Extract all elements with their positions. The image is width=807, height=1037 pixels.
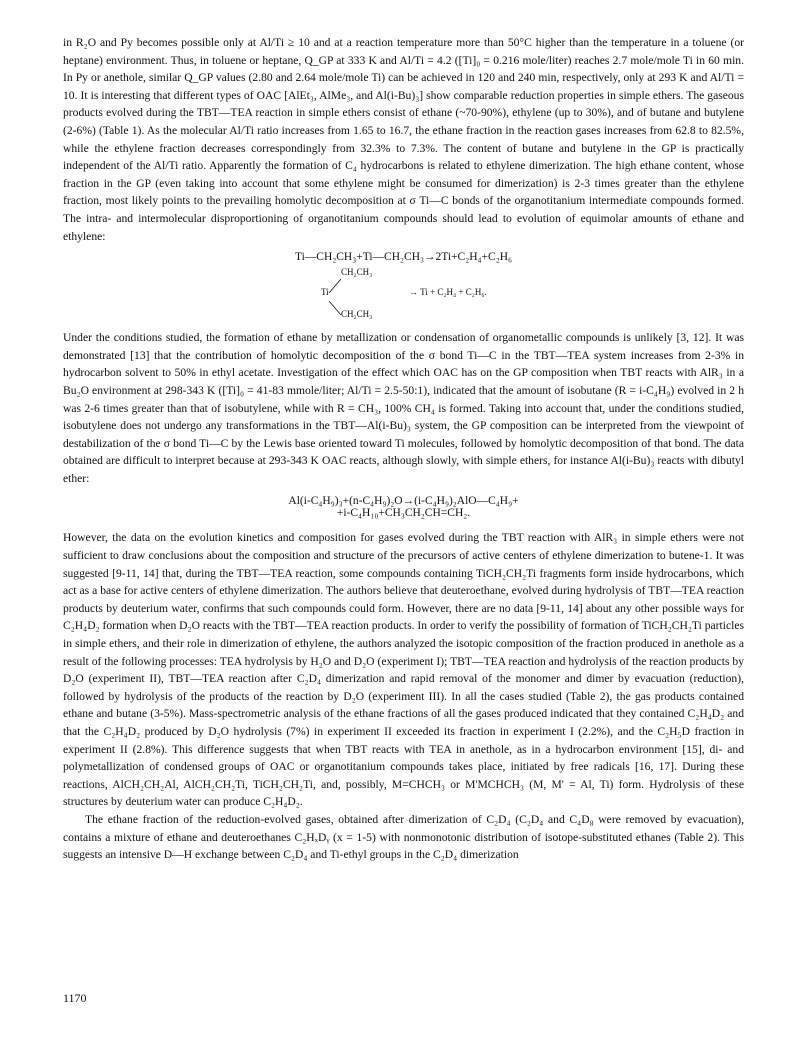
- paragraph-3: However, the data on the evolution kinetics and composition for gases evolved during the TBT reaction with AlR₃ in simple ethers were not sufficient to draw conclusions about the composition and structure of the precursors of active centers of ethylene dimerization to butene-1. It was suggested [9-11, 14] that, during the TBT—TEA reaction, some compounds containing TiCH₂CH₂Ti fragments form inside hydrocarbons, which act as a base for active centers of ethylene dimerization. The authors believe that deuteroethane, evolved during hydrolysis of TBT—TEA reaction products by deuterium water, confirms that such compounds could form. However, there are no data [9-11, 14] about any other possible ways for C₂H₄D₂ formation when D₂O reacts with the TBT—TEA reaction products. In order to verify the possibility of formation of TiCH₂CH₂Ti particles in simple ethers, and their role in dimerization of ethylene, the authors analyzed the isotopic composition of the fraction produced in anethole as a result of the following processes: TEA hydrolysis by H₂O and D₂O (experiment I); TBT—TEA reaction and hydrolysis of the reaction products by D₂O (experiment II), TBT—TEA reaction after C₂D₄ dimerization and rapid removal of the monomer and dimer by evacuation (reduction), followed by hydrolysis of the products of the reaction by D₂O (experiment III). In all the cases studied (Table 2), the gas products contained ethane and butane (3-5%). Mass-spectrometric analysis of the ethane fractions of all the gases produced indicated that they contained C₂H₄D₂ and that the C₂H₄D₂ produced by D₂O hydrolysis (7%) in experiment II exceeded its fraction in experiment I (2.2%), and the C₂H₅D fraction in experiment II (2.8%). This difference suggests that when TBT reacts with TEA in anethole, as in a hydrocarbon environment [15], di- and polymetallization of condensed groups of OAC or organotitanium compounds takes place, initiated by free radicals [16, 17]. During these reactions, AlCH₂CH₂Al, AlCH₂CH₂Ti, TiCH₂CH₂Ti, and, possibly, M=CHCH₃ or M'MCHCH₃ (M, M' = Al, Ti) form. Hydrolysis of these structures by deuterium water can produce C₂H₄D₂.: [63, 531, 744, 809]
- paragraph-1: in R₂O and Py becomes possible only at Al/Ti ≥ 10 and at a reaction temperature more than 50°C higher than the temperature in a toluene (or heptane) environment. Thus, in toluene or heptane, Q_GP at 333 K and Al/Ti = 4.2 ([Ti]₀ = 0.216 mole/liter) reaches 2.7 mole/mole Ti in 60 min. In Py or anethole, similar Q_GP values (2.80 and 2.64 mole/mole Ti) can be achieved in 120 and 240 min, respectively, only at 293 K and Al/Ti = 10. It is interesting that different types of OAC [AlEt₃, AlMe₃, and Al(i-Bu)₃] show comparable reduction properties in simple ethers. The gaseous products evolved during the TBT—TEA reaction in simple ethers consist of ethane (~70-90%), ethylene (up to 30%), and of butane and butylene (2-6%) (Table 1). As the molecular Al/Ti ratio increases from 1.65 to 16.7, the ethane fraction in the reaction gases increases from 62.8 to 82.5%, while the ethylene fraction decreases correspondingly from 32.3% to 7.3%. The content of butane and butylene in the GP is practically independent of the Al/Ti ratio. Apparently the formation of C₄ hydrocarbons is related to ethylene dimerization. The high ethane content, whose fraction in the GP (even taking into account that some ethylene might be consumed for dimerization) is 2-3 times greater than the ethylene fraction, most likely points to the prevailing homolytic decomposition at σ Ti—C bonds of the organotitanium intermediate compounds formed. The intra- and intermolecular disproportioning of organotitanium compounds should lead to evolution of equimolar amounts of ethane and ethylene:: [63, 36, 744, 243]
- equation-disproportionation: Ti—CH₂CH₃+Ti—CH₂CH₃→2Ti+C₂H₄+C₂H₆: [294, 251, 513, 264]
- paragraph-4: The ethane fraction of the reduction-evolved gases, obtained after dimerization of C₂D₄ (C₂D₄ and C₄D₈ were removed by evacuation), contains a mixture of ethane and deuteroethanes C₂HₓDᵧ (x = 1-5) with nonmonotonic distribution of isotope-substituted ethanes (Table 2). This suggests an intensive D—H exchange between C₂D₄ and Ti-ethyl groups in the C₂D₄ dimerization: [63, 812, 744, 862]
- page-body: [63, 34, 744, 864]
- equation-ether-cleavage: [63, 495, 744, 519]
- eq2-bottom-group: CH₂CH₃: [341, 309, 373, 320]
- eq3-line-2: +i-C₄H₁₀+CH₃CH₂CH=CH₂.: [336, 507, 471, 520]
- equation-ti-diethyl-scheme: [63, 265, 744, 323]
- eq2-top-group: CH₂CH₃: [341, 267, 373, 278]
- eq2-center-atom: Ti: [321, 287, 329, 298]
- page-number: 1170: [63, 991, 87, 1005]
- eq3-line-1: Al(i-C₄H₉)₃+(n-C₄H₉)₂O→(i-C₄H₉)₂AlO—C₄H₉+: [288, 495, 519, 508]
- paragraph-2: Under the conditions studied, the formation of ethane by metallization or condensation of organometallic compounds is unlikely [3, 12]. It was demonstrated [13] that the contribution of homolytic decomposition of the σ bond Ti—C in the TBT—TEA system increases from 2-3% in hydrocarbon solvent to 50% in ethyl acetate. Investigation of the effect which OAC has on the GP composition when TBT reacts with AlR₃ in a Bu₂O environment at 298-343 K ([Ti]₀ = 41-83 mmole/liter; Al/Ti = 2.5-50:1), indicated that the amount of isobutane (R = i-C₄H₉) evolved in 2 h was 2-6 times greater than that of isobutylene, while with R = CH₃, 100% CH₄ is formed. Taking into account that, under the conditions studied, isobutylene does not undergo any transformations in the TBT—Al(i-Bu)₃ system, the GP composition can be interpreted from the viewpoint of destabilization of the σ bond Ti—C by the Lewis base oriented toward Ti molecules, followed by homolytic decomposition of that bond. The data obtained are difficult to interpret because at 293-343 K OAC reacts, although slowly, with simple ethers, for instance Al(i-Bu)₃ reacts with dibutyl ether:: [63, 331, 744, 485]
- eq2-products: → Ti + C₂H₄ + C₂H₆.: [409, 287, 487, 298]
